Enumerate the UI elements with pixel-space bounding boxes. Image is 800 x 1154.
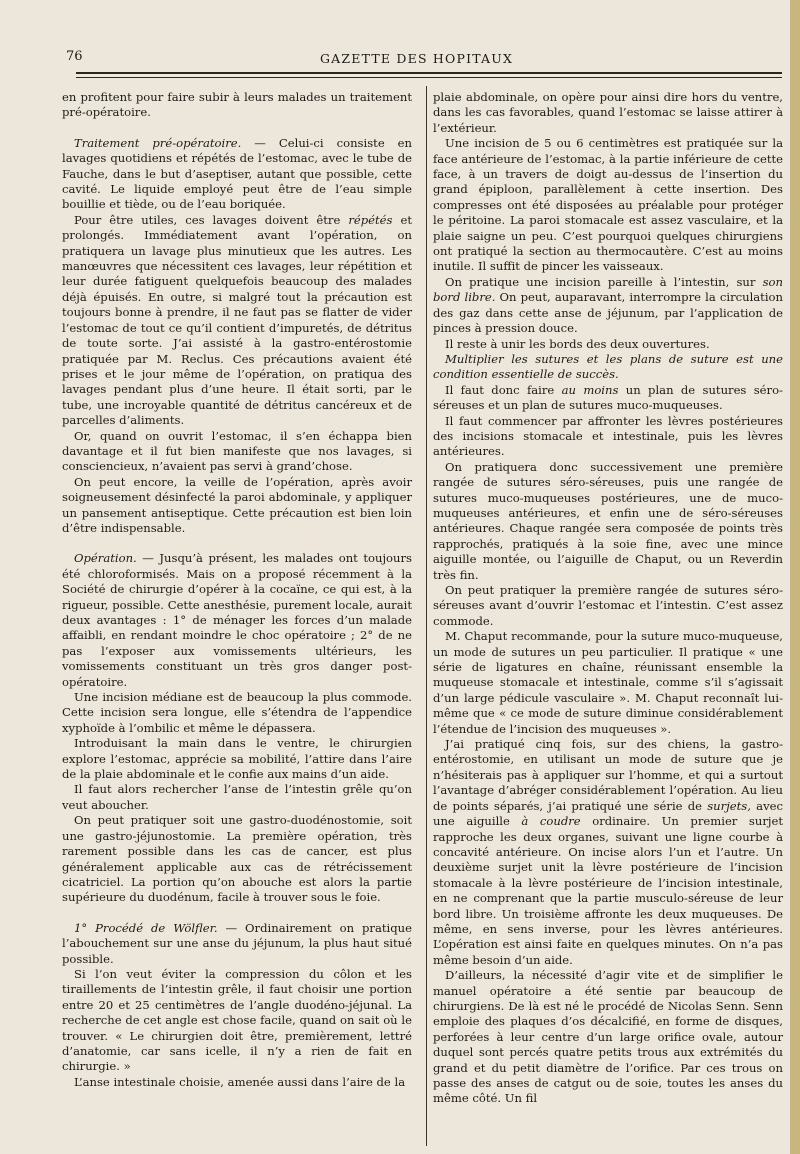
paragraph-text: On peut pratiquer la première rangée de sutures séro-séreuses avant d’ouvrir l’estomac et l’intestin. C’est assez commode. [433, 583, 783, 628]
paragraph [433, 737, 783, 968]
paragraph [62, 736, 412, 782]
paragraph-text: Pour être utiles, ces lavages doivent être [74, 212, 349, 227]
paragraph-text: en profitent pour faire subir à leurs malades un traitement pré-opératoire. [62, 90, 412, 120]
paragraph [62, 213, 412, 429]
paragraph [62, 429, 412, 475]
paragraph-text: Une incision médiane est de beaucoup la plus commode. Cette incision sera longue, elle s’étendra de l’appendice xyphoïde à l’ombilic et même le dépassera. [62, 690, 412, 735]
paragraph [433, 583, 783, 629]
paragraph [433, 629, 783, 737]
paragraph-text: Si l’on veut éviter la compression du côlon et les tiraillements de l’intestin grêle, il faut choisir une portion entre 20 et 25 centimètres de l’angle duodéno-jéjunal. La recherche de cet angle est chose facile, quand on sait où le trouver. « Le chirurgien doit être, premièrement, lettré d’anatomie, car sans icelle, il n’y a rien de fait en chirurgie. » [62, 966, 412, 1074]
paragraph-text: — Celui-ci consiste en lavages quotidiens et répétés de l’estomac, avec le tube de Fauche, dans le but d’aseptiser, autant que possible, cette cavité. Le liquide employé peut être de l’eau simple bouillie et tiède, ou de l’eau boriquée. [62, 135, 412, 212]
paragraph-text: Il faut alors rechercher l’anse de l’intestin grêle qu’on veut aboucher. [62, 782, 412, 812]
paragraph-text: Il reste à unir les bords des deux ouvertures. [445, 336, 710, 351]
paragraph [433, 968, 783, 1107]
paragraph-text: ordinaire. Un premier surjet rapproche les deux organes, suivant une ligne courbe à concavité antérieure. On incise alors l’un et l’autre. Un deuxième surjet unit la lèvre postérieure de l’incision stomacale à la lèvre postérieure de l’incision intestinale, en ne comprenant que la partie musculo-séreuse de leur bord libre. Un troisième affronte les deux muqueuses. De même, en sens inverse, pour les lèvres antérieures. L’opération est ainsi faite en quelques minutes. On n’a pas même besoin d’un aide. [433, 814, 783, 967]
paragraph-text: et prolongés. Immédiatement avant l’opération, on pratiquera un lavage plus minutieux que les autres. Les manœuvres que nécessitent ces lavages, leur répétition et leur durée fatiguent quelquefois beaucoup des malades déjà épuisés. En outre, si malgré tout la précaution est toujours bonne à prendre, il ne faut pas se flatter de vider l’estomac de tout ce qu’il contient d’impuretés, de détritus de toute sorte. J’ai assisté à la gastro-entérostomie pratiquée par M. Reclus. Ces précautions avaient été prises et le jour même de l’opération, on pratiqua des lavages pendant plus d’une heure. Il était sorti, par le tube, une incroyable quantité de détritus cancéreux et de parcelles d’aliments. [62, 212, 412, 428]
emphasis-text: répétés [348, 212, 393, 227]
paragraph-text: L’anse intestinale choisie, amenée aussi dans l’aire de la [74, 1074, 406, 1089]
paragraph-text: un plan de sutures séro-séreuses et un plan de sutures muco-muqueuses. [433, 382, 783, 413]
paragraph-text: Il faut donc faire [445, 382, 562, 397]
section-paragraph [62, 551, 412, 690]
paragraph-text: plaie abdominale, on opère pour ainsi dire hors du ventre, dans les cas favorables, quand l’estomac se laisse attirer à l’extérieur. [433, 90, 783, 135]
paragraph-text: Une incision de 5 ou 6 centimètres est pratiquée sur la face antérieure de l’estomac, à la partie inférieure de cette face, à un travers de doigt au-dessus de l’insertion du grand épiploon, parallèlement à cette insertion. Des compresses ont été disposées au préalable pour protéger le péritoine. La paroi stomacale est assez vasculaire, et la plaie saigne un peu. C’est pourquoi quelques chirurgiens ont pratiqué la section au thermocautère. C’est au moins inutile. Il suffit de pincer les vaisseaux. [433, 136, 783, 274]
page-edge [790, 0, 800, 1154]
paragraph-text: — Ordinairement on pratique l’abouchement sur une anse du jéjunum, la plus haut situé possible. [62, 920, 413, 966]
paragraph-text: On pratique une incision pareille à l’intestin, sur [445, 274, 763, 289]
paragraph [433, 352, 783, 383]
paragraph [433, 383, 783, 414]
column-divider [426, 86, 427, 1146]
paragraph-text: avec une aiguille [433, 798, 783, 829]
paragraph-text: Introduisant la main dans le ventre, le chirurgien explore l’estomac, apprécie sa mobilité, l’attire dans l’aire de la plaie abdominale et le confie aux mains d’un aide. [62, 736, 412, 782]
header-rule-thick [76, 72, 782, 74]
paragraph [433, 90, 783, 136]
page-number: 76 [66, 49, 83, 64]
paragraph [62, 813, 412, 905]
paragraph [62, 967, 412, 1075]
paragraph-text: On pratiquera donc successivement une première rangée de sutures séro-séreuses, puis une rangée de sutures muco-muqueuses postérieures, une de muco-muqueuses antérieures, et enfin une de séro-séreuses antérieures. Chaque rangée sera composée de points très rapprochés, pratiqués à la soie fine, avec une mince aiguille montée, ou l’aiguille de Chaput, ou un Reverdin très fin. [433, 459, 783, 582]
left-column [62, 90, 412, 1090]
section-heading: 1° Procédé de Wölfler. [74, 920, 218, 935]
paragraph-text: — Jusqu’à présent, les malades ont toujours été chloroformisés. Mais on a proposé récemment à la Société de chirurgie d’opérer à la cocaïne, ce qui est, à la rigueur, possible. Cette anesthésie, purement locale, aurait deux avantages : 1° de ménager les forces d’un malade affaibli, en rendant moindre le choc opératoire ; 2° de ne pas l’exposer aux vomissements ultérieurs, les vomissements constituant un très gros danger post-opératoire. [62, 551, 412, 689]
paragraph-text: On peut pratiquer soit une gastro-duodénostomie, soit une gastro-jéjunostomie. La première opération, très rarement possible dans les cas de cancer, est plus généralement applicable aux cas de rétrécissement cicatriciel. La portion qu’on abouche est alors la partie supérieure du duodénum, facile à trouver sous le foie. [62, 813, 412, 905]
paragraph [433, 275, 783, 337]
paragraph [62, 1075, 412, 1090]
paragraph [62, 90, 412, 121]
paragraph [62, 690, 412, 736]
paragraph-text: M. Chaput recommande, pour la suture muco-muqueuse, un mode de sutures un peu particulier. Il pratique « une série de ligatures en chaîne, réunissant ensemble la muqueuse stomacale et intestinale, comme s’il s’agissait d’un large pédicule vasculaire ». M. Chaput reconnaît lui-même que « ce mode de suture diminue considérablement l’étendue de l’incision des muqueuses ». [433, 629, 783, 736]
emphasis-text: surjets, [707, 798, 751, 813]
emphasis-text: au moins [561, 382, 619, 397]
paragraph-text: Il faut commencer par affronter les lèvres postérieures des incisions stomacale et intestinale, puis les lèvres antérieures. [433, 413, 783, 459]
paragraph-text: Or, quand on ouvrit l’estomac, il s’en échappa bien davantage et il fut bien manifeste que nos lavages, si consciencieux, n’avaient pas servi à grand’chose. [62, 428, 412, 474]
section-heading: Opération. [74, 551, 137, 566]
emphasis-text: à coudre [521, 814, 581, 829]
header-rule-thin [76, 77, 782, 78]
paragraph-text: J’ai pratiqué cinq fois, sur des chiens, la gastro-entérostomie, en utilisant un mode de suture que je n’hésiterais pas à appliquer sur l’homme, et qui a surtout l’avantage d’abréger considérablement l’opération. Au lieu de points séparés, j’ai pratiqué une série de [433, 737, 783, 813]
paragraph [433, 136, 783, 275]
paragraph-text: D’ailleurs, la nécessité d’agir vite et de simplifier le manuel opératoire a été sentie par beaucoup de chirurgiens. De là est né le procédé de Nicolas Senn. Senn emploie des plaques d’os décalcifié, en forme de disques, perforées à leur centre d’un large orifice ovale, autour duquel sont percés quatre petits trous aux extrémités du grand et du petit diamètre de l’orifice. Par ces trous on passe des anses de catgut ou de soie, toutes les anses du même côté. Un fil [433, 968, 783, 1106]
paragraph [433, 414, 783, 460]
paragraph [433, 337, 783, 352]
running-title: GAZETTE DES HOPITAUX [320, 51, 514, 66]
section-paragraph [62, 136, 412, 213]
section-paragraph [62, 921, 412, 967]
paragraph [62, 475, 412, 537]
emphasis-text: son bord libre. [433, 274, 783, 305]
emphasis-text: Multiplier les sutures et les plans de suture est une condition essentielle de succès. [433, 351, 783, 382]
paragraph [62, 782, 412, 813]
paragraph-text: On peut, auparavant, interrompre la circulation des gaz dans cette anse de jéjunum, par l’application de pinces à pression douce. [433, 290, 783, 336]
paragraph-text: On peut encore, la veille de l’opération, après avoir soigneusement désinfecté la paroi abdominale, y appliquer un pansement antiseptique. Cette précaution est bien loin d’être indispensable. [62, 474, 412, 535]
section-heading: Traitement pré-opératoire. [74, 135, 242, 150]
right-column [433, 90, 783, 1107]
paragraph [433, 460, 783, 583]
